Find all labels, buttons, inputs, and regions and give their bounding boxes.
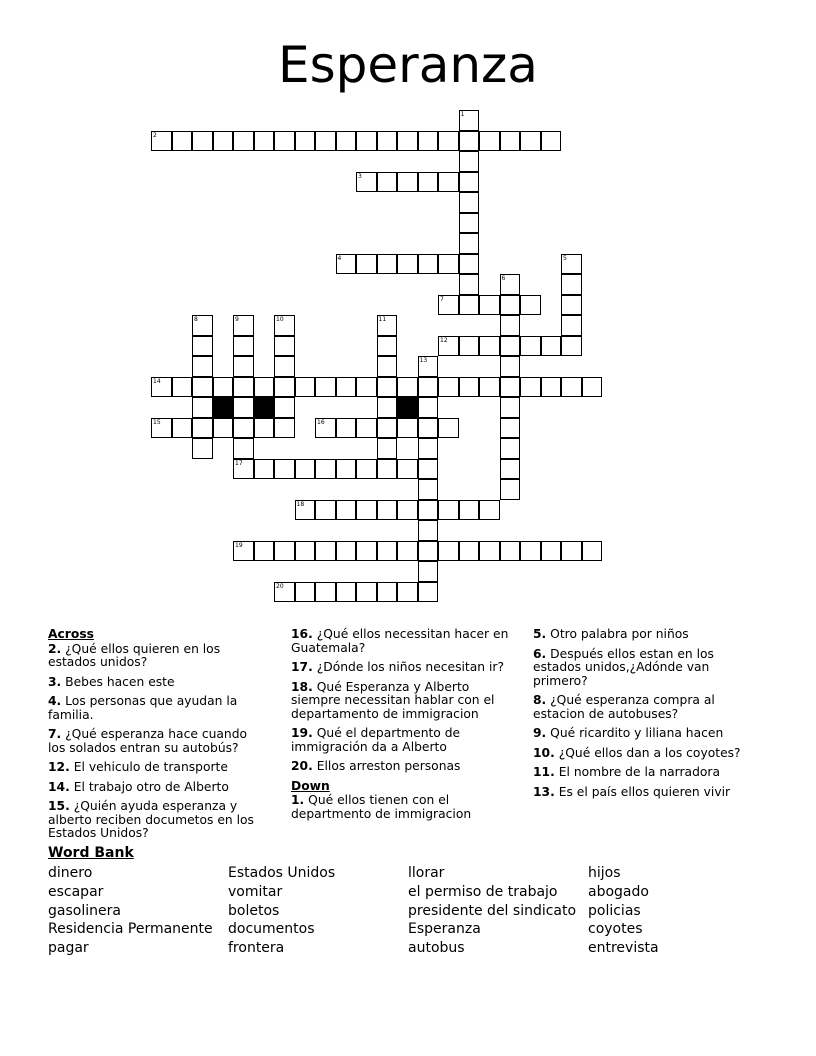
crossword-cell[interactable] [459,377,480,398]
crossword-cell[interactable] [295,541,316,562]
crossword-cell[interactable] [500,315,521,336]
crossword-cell[interactable] [356,254,377,275]
crossword-cell[interactable] [377,541,398,562]
crossword-cell[interactable] [397,582,418,603]
clue-number-7: 7 [440,295,444,303]
crossword-cell[interactable] [192,131,213,152]
word-bank-item: frontera [228,940,285,957]
crossword-cell[interactable] [295,582,316,603]
word-bank-item: hijos [588,865,621,881]
crossword-cell[interactable] [541,336,562,357]
crossword-cell[interactable] [500,438,521,459]
crossword-cell[interactable] [438,500,459,521]
crossword-cell[interactable] [192,438,213,459]
clue-number-15: 15 [153,418,161,426]
crossword-cell[interactable] [274,377,295,398]
word-bank-item: llorar [408,865,445,881]
clue-across-18: 18. Qué Esperanza y Alberto siempre necessitan hablar con el departamento de immigracion [291,679,495,721]
clue-number-5: 5 [563,254,567,262]
crossword-cell[interactable] [397,418,418,439]
crossword-cell[interactable] [418,479,439,500]
clue-number-11: 11 [378,316,387,323]
word-bank-item: abogado [588,883,649,900]
clue-down-6: 6. Después ellos estan en los estados unidos,¿Adónde van primero? [533,646,714,688]
crossword-cell[interactable] [520,377,541,398]
crossword-cell[interactable] [418,172,439,193]
crossword-cell[interactable] [459,131,480,152]
crossword-cell[interactable] [438,418,459,439]
crossword-cell[interactable] [192,377,213,398]
clue-number-9: 9 [235,316,239,323]
crossword-cell[interactable] [500,131,521,152]
crossword-cell[interactable] [213,418,234,439]
crossword-cell[interactable] [418,397,439,418]
crossword-cell[interactable] [459,295,480,316]
crossword-cell[interactable] [397,500,418,521]
crossword-cell[interactable] [459,500,480,521]
crossword-cell[interactable] [192,336,213,357]
crossword-cell[interactable] [315,377,336,398]
clue-down-5: 5. Otro palabra por niños [533,627,689,641]
word-bank-title: Word Bank [48,845,134,861]
crossword-cell[interactable] [356,131,377,152]
crossword-cell[interactable] [213,131,234,152]
crossword-cell[interactable] [418,438,439,459]
crossword-cell[interactable] [233,377,254,398]
crossword-cell[interactable] [479,377,500,398]
word-bank-item: coyotes [588,921,643,938]
clue-number-13: 13 [419,357,428,364]
crossword-cell[interactable] [172,418,193,439]
clue-number-10: 10 [276,316,284,323]
crossword-cell[interactable] [459,172,480,193]
clue-across-12: 12. El vehiculo de transporte [48,760,228,774]
crossword-cell[interactable] [336,377,357,398]
clue-number-18: 18 [296,500,305,508]
crossword-cell[interactable] [377,336,398,357]
crossword-cell[interactable] [479,131,500,152]
clue-number-3: 3 [358,172,362,180]
clue-column-1 [48,628,268,847]
crossword-cell[interactable] [397,541,418,562]
crossword-cell[interactable] [397,254,418,275]
crossword-cell[interactable] [274,459,295,480]
crossword-cell[interactable] [274,541,295,562]
crossword-cell[interactable] [500,295,521,316]
clue-column-3 [533,628,763,805]
crossword-cell[interactable] [418,500,439,521]
clue-down-1: 1. Qué ellos tienen con el departmento de immigracion [291,793,472,821]
crossword-cell[interactable] [295,377,316,398]
crossword-cell[interactable] [500,479,521,500]
crossword-cell[interactable] [459,233,480,254]
crossword-cell[interactable] [561,336,582,357]
across-heading: Across [48,627,94,641]
crossword-cell[interactable] [459,213,480,234]
word-bank-column-2 [228,864,335,958]
clue-down-11: 11. El nombre de la narradora [533,765,720,779]
crossword-cell[interactable] [377,418,398,439]
crossword-cell[interactable] [274,336,295,357]
crossword-cell[interactable] [438,131,459,152]
crossword-cell[interactable] [520,295,541,316]
crossword-cell[interactable] [541,131,562,152]
crossword-cell[interactable] [459,192,480,213]
crossword-cell[interactable] [418,254,439,275]
crossword-cell[interactable] [582,377,603,398]
crossword-cell[interactable] [500,397,521,418]
clue-across-3: 3. Bebes hacen este [48,674,175,689]
crossword-cell[interactable] [479,295,500,316]
page-title: Esperanza [278,36,538,94]
crossword-cell[interactable] [254,377,275,398]
crossword-cell[interactable] [336,459,357,480]
crossword-cell[interactable] [520,541,541,562]
crossword-cell[interactable] [254,418,275,439]
clue-across-15: 15. ¿Quién ayuda esperanza y alberto reciben documetos en los Estados Unidos? [48,799,254,840]
crossword-cell[interactable] [233,336,254,357]
crossword-cell[interactable] [582,541,603,562]
clue-number-12: 12 [440,336,448,344]
crossword-cell[interactable] [561,315,582,336]
crossword-cell[interactable] [336,131,357,152]
crossword-cell[interactable] [336,500,357,521]
crossword-cell[interactable] [274,418,295,439]
crossword-black-square [397,397,418,418]
crossword-cell[interactable] [377,459,398,480]
clue-column-2 [291,628,516,827]
word-bank-item: gasolinera [48,902,121,919]
crossword-cell[interactable] [377,377,398,398]
word-bank-item: documentos [228,921,315,938]
crossword-cell[interactable] [541,541,562,562]
crossword-black-square [254,397,275,418]
crossword-cell[interactable] [500,459,521,480]
word-bank-column-4 [588,864,659,958]
crossword-cell[interactable] [356,377,377,398]
clue-number-14: 14 [153,377,161,385]
crossword-black-square [213,397,234,418]
clue-across-17: 17. ¿Dónde los niños necesitan ir? [291,660,504,674]
crossword-cell[interactable] [418,561,439,582]
crossword-cell[interactable] [479,500,500,521]
crossword-cell[interactable] [459,274,480,295]
crossword-cell[interactable] [397,172,418,193]
crossword-cell[interactable] [315,459,336,480]
word-bank-item: boletos [228,902,280,919]
crossword-cell[interactable] [336,541,357,562]
crossword-cell[interactable] [479,541,500,562]
crossword-cell[interactable] [233,438,254,459]
clue-across-16: 16. ¿Qué ellos necessitan hacer en Guatemala? [291,627,509,655]
crossword-cell[interactable] [377,582,398,603]
crossword-cell[interactable] [315,541,336,562]
crossword-cell[interactable] [233,356,254,377]
crossword-cell[interactable] [315,131,336,152]
clue-across-2: 2. ¿Qué ellos quieren en los estados unidos? [48,641,221,669]
crossword-cell[interactable] [377,356,398,377]
crossword-cell[interactable] [172,377,193,398]
word-bank-item: dinero [48,865,93,881]
crossword-cell[interactable] [438,254,459,275]
clue-down-10: 10. ¿Qué ellos dan a los coyotes? [533,745,741,760]
crossword-cell[interactable] [520,336,541,357]
crossword-cell[interactable] [500,336,521,357]
crossword-cell[interactable] [254,459,275,480]
crossword-cell[interactable] [315,582,336,603]
crossword-cell[interactable] [397,459,418,480]
clue-down-13: 13. Es el país ellos quieren vivir [533,784,731,799]
crossword-cell[interactable] [254,541,275,562]
crossword-cell[interactable] [500,418,521,439]
word-bank-item: escapar [48,883,104,900]
crossword-cell[interactable] [254,131,275,152]
word-bank-item: Esperanza [408,921,481,938]
crossword-cell[interactable] [336,418,357,439]
crossword-cell[interactable] [295,131,316,152]
word-bank-item: pagar [48,940,89,957]
crossword-cell[interactable] [500,356,521,377]
crossword-cell[interactable] [274,131,295,152]
crossword-cell[interactable] [274,397,295,418]
crossword-cell[interactable] [418,582,439,603]
crossword-cell[interactable] [561,377,582,398]
crossword-cell[interactable] [541,377,562,398]
clue-across-7: 7. ¿Qué esperanza hace cuando los solados entran su autobús? [48,727,248,755]
clue-number-4: 4 [337,254,342,262]
clue-across-19: 19. Qué el departmento de immigración da a Alberto [291,726,461,754]
crossword-cell[interactable] [459,151,480,172]
word-bank-item: autobus [408,940,465,957]
crossword-cell[interactable] [356,418,377,439]
clue-number-20: 20 [276,582,284,590]
crossword-cell[interactable] [377,131,398,152]
crossword-cell[interactable] [418,418,439,439]
crossword-cell[interactable] [192,356,213,377]
crossword-cell[interactable] [377,438,398,459]
clue-number-6: 6 [501,275,506,282]
crossword-cell[interactable] [500,541,521,562]
crossword-cell[interactable] [192,418,213,439]
clue-down-9: 9. Qué ricardito y liliana hacen [533,726,724,740]
crossword-cell[interactable] [213,377,234,398]
clue-number-17: 17 [235,459,243,467]
clue-across-14: 14. El trabajo otro de Alberto [48,779,229,794]
clue-across-20: 20. Ellos arreston personas [291,759,461,773]
crossword-cell[interactable] [418,459,439,480]
word-bank-column-3 [408,864,576,958]
crossword-cell[interactable] [520,131,541,152]
word-bank-item: el permiso de trabajo [408,883,558,900]
word-bank-item: policias [588,902,641,919]
crossword-cell[interactable] [356,500,377,521]
crossword-cell[interactable] [356,459,377,480]
crossword-cell[interactable] [479,336,500,357]
clue-across-4: 4. Los personas que ayudan la familia. [48,694,238,722]
word-bank-column-1 [48,864,213,958]
crossword-cell[interactable] [418,520,439,541]
crossword-cell[interactable] [233,418,254,439]
word-bank-item: vomitar [228,883,283,900]
crossword-cell[interactable] [500,377,521,398]
crossword-cell[interactable] [459,336,480,357]
crossword-cell[interactable] [459,254,480,275]
crossword-cell[interactable] [377,172,398,193]
crossword-cell[interactable] [418,131,439,152]
crossword-cell[interactable] [561,295,582,316]
crossword-cell[interactable] [233,397,254,418]
crossword-cell[interactable] [172,131,193,152]
crossword-cell[interactable] [397,377,418,398]
crossword-cell[interactable] [561,274,582,295]
crossword-cell[interactable] [356,582,377,603]
crossword-cell[interactable] [397,131,418,152]
crossword-cell[interactable] [418,377,439,398]
crossword-cell[interactable] [315,500,336,521]
clue-number-16: 16 [317,418,325,426]
crossword-cell[interactable] [438,541,459,562]
clue-number-2: 2 [153,131,157,139]
clue-down-8: 8. ¿Qué esperanza compra al estacion de autobuses? [533,693,715,721]
crossword-cell[interactable] [336,582,357,603]
word-bank-item: Residencia Permanente [48,921,213,938]
crossword-cell[interactable] [438,172,459,193]
word-bank-item: Estados Unidos [228,865,336,881]
word-bank-item: presidente del sindicato [408,902,577,919]
crossword-cell[interactable] [418,541,439,562]
crossword-cell[interactable] [459,541,480,562]
crossword-cell[interactable] [274,356,295,377]
crossword-cell[interactable] [377,500,398,521]
word-bank-item: entrevista [588,940,659,957]
clue-number-1: 1 [460,111,465,118]
down-heading: Down [291,778,330,793]
crossword-cell[interactable] [295,459,316,480]
crossword-cell[interactable] [438,377,459,398]
clue-number-19: 19 [235,541,243,549]
crossword-cell[interactable] [356,541,377,562]
crossword-cell[interactable] [377,397,398,418]
crossword-cell[interactable] [233,131,254,152]
crossword-cell[interactable] [561,541,582,562]
crossword-cell[interactable] [377,254,398,275]
crossword-cell[interactable] [192,397,213,418]
clue-number-8: 8 [194,316,198,323]
